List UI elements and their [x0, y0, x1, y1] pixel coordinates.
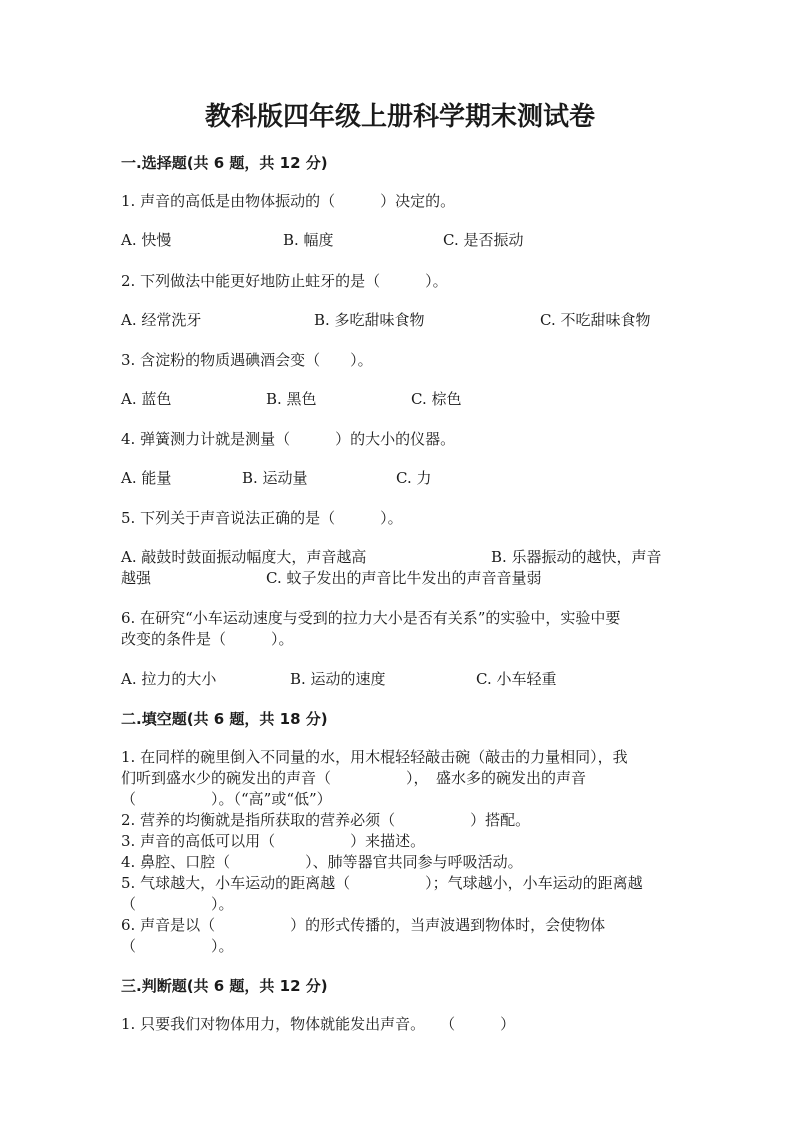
fill-line: 2. 营养的均衡就是指所获取的营养必须（ ）搭配。 [121, 811, 531, 829]
question-3: 3. 含淀粉的物质遇碘酒会变（ ）。 [121, 351, 373, 369]
option-a: A. 拉力的大小 [121, 670, 217, 688]
option-c: C. 不吃甜味食物 [540, 311, 651, 329]
option-b-continued: 越强 [121, 569, 152, 587]
option-c: C. 蚊子发出的声音比牛发出的声音音量弱 [266, 569, 542, 587]
section-heading-fill: 二.填空题(共 6 题，共 18 分) [121, 710, 328, 728]
question-1: 1. 声音的高低是由物体振动的（ ）决定的。 [121, 192, 456, 210]
question-2: 2. 下列做法中能更好地防止蛀牙的是（ ）。 [121, 272, 448, 290]
option-b: B. 幅度 [283, 231, 334, 249]
fill-line: （ ）。 [121, 937, 234, 955]
question-6: 6. 在研究“小车运动速度与受到的拉力大小是否有关系”的实验中，实验中要 [121, 609, 621, 627]
fill-line: 4. 鼻腔、口腔（ ）、肺等器官共同参与呼吸活动。 [121, 853, 523, 871]
option-a: A. 敲鼓时鼓面振动幅度大，声音越高 [121, 548, 367, 566]
question-5: 5. 下列关于声音说法正确的是（ ）。 [121, 509, 403, 527]
option-c: C. 棕色 [411, 390, 462, 408]
option-a: A. 蓝色 [121, 390, 172, 408]
option-c: C. 小车轻重 [476, 670, 557, 688]
option-c: C. 是否振动 [443, 231, 524, 249]
option-a: A. 快慢 [121, 231, 172, 249]
section-heading-judge: 三.判断题(共 6 题，共 12 分) [121, 977, 328, 995]
section-heading-choice: 一.选择题(共 6 题，共 12 分) [121, 154, 328, 172]
fill-line: 们听到盛水少的碗发出的声音（ ）， 盛水多的碗发出的声音 [121, 769, 587, 787]
question-4: 4. 弹簧测力计就是测量（ ）的大小的仪器。 [121, 430, 456, 448]
page-title: 教科版四年级上册科学期末测试卷 [204, 102, 595, 132]
judge-question-1: 1. 只要我们对物体用力，物体就能发出声音。 （ ） [121, 1015, 516, 1033]
fill-line: （ ）。（“高”或“低”） [121, 790, 332, 808]
fill-line: （ ）。 [121, 895, 234, 913]
option-b: B. 乐器振动的越快，声音 [491, 548, 662, 566]
option-a: A. 能量 [121, 469, 172, 487]
fill-line: 3. 声音的高低可以用（ ）来描述。 [121, 832, 426, 850]
fill-line: 5. 气球越大，小车运动的距离越（ ）；气球越小，小车运动的距离越 [121, 874, 643, 892]
option-c: C. 力 [396, 469, 432, 487]
question-6-continued: 改变的条件是（ ）。 [121, 630, 294, 648]
option-a: A. 经常洗牙 [121, 311, 202, 329]
option-b: B. 运动量 [242, 469, 308, 487]
option-b: B. 多吃甜味食物 [314, 311, 425, 329]
option-b: B. 黑色 [266, 390, 317, 408]
option-b: B. 运动的速度 [290, 670, 386, 688]
fill-line: 6. 声音是以（ ）的形式传播的，当声波遇到物体时，会使物体 [121, 916, 606, 934]
fill-line: 1. 在同样的碗里倒入不同量的水，用木棍轻轻敲击碗（敲击的力量相同），我 [121, 748, 628, 766]
